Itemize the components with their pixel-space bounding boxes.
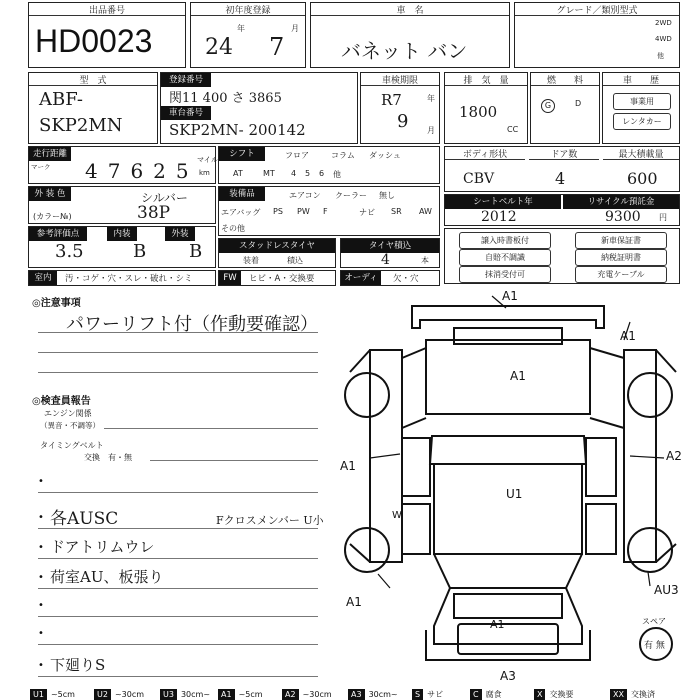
inspection-month: 9 [397,111,409,132]
shift-other: 他 [333,170,341,179]
bullet-dot: • [38,660,44,671]
interior-bar [28,270,216,286]
mark-leader [370,454,400,458]
legend-desc: 30cm~ [180,690,211,699]
belt-sub: 交換 有・無 [84,453,132,462]
bullet-line [38,676,318,677]
mark-leader [630,456,664,458]
doc-deregistration: 抹消受付可 [459,266,551,283]
lot-number: HD0023 [35,23,153,59]
bullet-line [38,588,318,589]
color-label: 外 装 色 [29,187,71,201]
score-label: 参考評価点 [29,227,87,241]
damage-mark: A1 [502,289,518,303]
report-label: ◎検査員報告 [32,396,91,407]
fw-label: FW [219,271,241,285]
inspection-month-unit: 月 [427,126,435,135]
shift-at: AT [233,169,243,178]
shift-mt: MT [263,169,275,178]
interior-value: B [133,241,147,262]
mileage-box [28,146,216,184]
bullet-item: 下廻りS [50,656,106,674]
caution-text: パワーリフト付（作動要確認） [66,314,318,335]
damage-mark: W [392,510,402,521]
center-floor [434,464,582,554]
bullet-dot: • [38,572,44,583]
legend-desc: 交換済 [630,690,655,699]
inspection-box [360,72,440,144]
caution-line-2 [38,352,318,353]
belt-recycle-box [444,194,680,226]
mileage-mark: マーク [31,163,51,171]
legend-desc: ~30cm [114,690,145,699]
displacement-label: 排 気 量 [445,73,527,86]
fuel-gasoline: G [541,99,555,113]
grade-label: グレード／類別型式 [515,3,679,16]
legend-code: XX [610,689,627,700]
windshield [454,594,562,618]
damage-mark: A1 [490,618,505,631]
fw-items: ヒビ・A・交換要 [249,274,315,284]
legend-code: U3 [160,689,177,700]
bullet-line [38,644,318,645]
legend-item [160,689,214,700]
tire-unit: 本 [421,256,429,265]
history-box [602,72,680,144]
legend-item [348,689,402,700]
legend-item [534,689,577,700]
rear-bumper-outline [412,306,604,328]
drive-other: 他 [657,52,664,60]
left-rear-door-outline [402,504,430,554]
doc-transfer: 譲入時書板付 [459,232,551,249]
seat-belt-label: シートベルト年 [445,195,561,209]
rear-cabin-outline [430,436,586,464]
grille-outline [458,624,558,654]
model-code: SKP2MN [39,115,123,136]
left-door-outline [402,438,430,496]
damage-mark: A1 [620,329,636,343]
legend-desc: 30cm~ [368,690,398,699]
engine-label: エンジン関係 [44,409,92,418]
spare-value: 有 無 [644,641,665,651]
hood-outline [434,588,582,644]
mark-leader [378,574,390,588]
legend-code: U2 [94,689,111,700]
bullet-dot: • [38,512,44,523]
car-name-box [310,2,510,68]
legend-item [30,689,79,700]
studless-label: スタッドレスタイヤ [219,239,335,253]
drive-2wd: 2WD [655,19,672,27]
car-name-label: 車 名 [311,3,509,16]
legend-desc: サビ [427,690,444,699]
first-registration-box [190,2,306,68]
score-value: 3.5 [55,241,84,262]
bullet-line [38,616,318,617]
shift-box [218,146,440,184]
equip-aw: AW [419,207,432,216]
damage-mark: AU3 [654,583,679,597]
damage-mark: A2 [666,449,682,463]
bullet-item: 荷室AU、板張り [50,568,164,586]
rear-right-wheel [628,373,672,417]
bullet-dot: • [38,628,44,639]
displacement-box [444,72,528,144]
drive-4wd: 4WD [655,35,672,43]
caution-line-3 [38,372,318,373]
interior-label: 内装 [107,227,137,241]
color-box [28,186,216,224]
chassis-label: 車台番号 [161,106,211,120]
equip-pw: PW [297,207,310,216]
mileage-value: 47625 [85,159,199,183]
registration-box [160,72,358,144]
front-crossmember-remark: Fクロスメンバー U小 [216,514,324,527]
bullet-dot: • [38,476,44,487]
legend-code: C [470,689,482,700]
doc-insurance: 自賠不調識 [459,249,551,266]
equip-airbag: エアバッグ [221,208,261,217]
equip-sr: SR [391,207,402,216]
right-rear-door-outline [586,504,616,554]
reg-value: 関11 400 さ 3865 [169,91,282,106]
legend-code: U1 [30,689,47,700]
rear-window [454,328,562,344]
bullet-line [38,558,318,559]
history-rental: レンタカー [613,113,671,130]
bullet-item: ドアトリムウレ [50,538,155,556]
body-label: ボディ形状 [445,147,525,160]
damage-mark: U1 [506,487,523,501]
shift-5: 5 [305,169,311,178]
shift-6: 6 [319,169,325,178]
chassis-value: SKP2MN- 200142 [169,121,306,139]
recycle-label: リサイクル預託金 [563,195,679,209]
legend-desc: ~30cm [302,690,332,699]
capacity-value: 600 [627,169,658,188]
inspection-year-unit: 年 [427,94,435,103]
body-value: CBV [463,171,495,187]
legend-item [218,689,267,700]
first-reg-month: 7 [269,33,285,61]
displacement-value: 1800 [459,103,498,121]
model-value: ABF- [39,89,83,110]
damage-mark: A1 [346,595,362,609]
front-right-wheel [628,528,672,572]
legend-desc: 腐食 [485,690,502,699]
bullet-dot: • [38,542,44,553]
exterior-label: 外装 [165,227,195,241]
tire-label: タイヤ積込 [341,239,439,253]
equip-ps: PS [273,207,283,216]
first-reg-label: 初年度登録 [191,3,305,16]
doors-value: 4 [555,169,566,188]
mileage-label: 走行距離 [29,147,71,161]
model-label: 型 式 [29,73,157,86]
equip-pw-f: F [323,207,328,216]
grade-box [514,2,680,68]
damage-mark: A1 [510,369,526,383]
audio-items: 欠・穴 [393,274,419,284]
legend-desc: 交換要 [549,690,574,699]
int-bar-label: 室内 [29,271,57,285]
color-code: 38P [137,203,171,223]
equip-navi: ナビ [359,208,375,217]
tire-value: 4 [381,252,390,268]
mileage-unit-km: km [199,169,210,177]
damage-mark: A3 [500,669,516,683]
studless-mounted: 装着 [243,256,259,265]
legend-code: A1 [218,689,235,700]
fw-bar [218,270,336,286]
lot-number-box [28,2,186,68]
car-name: バネット バン [341,39,468,63]
damage-mark: A1 [340,459,356,473]
engine-line [104,428,318,429]
exterior-value: B [189,241,203,262]
front-left-wheel [345,528,389,572]
color-code-label: (カラー№) [33,212,72,221]
caution-label: ◎注意事項 [32,298,81,309]
inspection-year: R7 [381,91,402,109]
shift-column: コラム [331,151,355,160]
studless-box [218,238,336,268]
reg-label: 登録番号 [161,73,211,87]
legend-code: A3 [348,689,365,700]
doc-tax: 納税証明書 [575,249,667,266]
rear-left-wheel [345,373,389,417]
equip-aircon: エアコン [289,191,321,200]
bullet-line [38,492,318,493]
first-reg-year: 24 [205,35,233,60]
legend-desc: ~5cm [238,690,263,699]
score-box [28,226,216,268]
legend-item [412,689,447,700]
doc-charging-cable: 充電ケーブル [575,266,667,283]
history-business: 事業用 [613,93,671,110]
equip-none: 無し [379,191,395,200]
front-cabin-outline [434,554,582,588]
equip-other: その他 [221,224,245,233]
bullet-line [38,528,318,529]
capacity-label: 最大積載量 [603,147,679,160]
studless-loaded: 積込 [287,256,303,265]
bullet-dot: • [38,600,44,611]
right-door-outline [586,438,616,496]
legend-item [94,689,148,700]
bullet-item: 各AUSC [50,509,119,529]
legend-item [470,689,506,700]
body-box [444,146,680,192]
equip-cooler: クーラー [335,191,367,200]
legend-code: A2 [282,689,299,700]
lot-label: 出品番号 [29,3,185,16]
int-bar-items: 汚・コゲ・穴・スレ・破れ・シミ [65,274,193,284]
inspection-label: 車検期限 [361,73,439,86]
shift-4: 4 [291,169,297,178]
month-label: 月 [291,24,299,33]
spare-label: スペア [642,617,666,626]
fuel-diesel: D [575,99,582,108]
doors-label: ドア数 [529,147,599,160]
documents-box [444,228,680,284]
shift-dash: ダッシュ [369,151,401,160]
color-value: シルバー [141,191,188,205]
roof-panel [426,340,590,414]
fuel-box [530,72,600,144]
tire-box [340,238,440,268]
history-label: 車 歴 [603,73,679,86]
seat-belt-value: 2012 [481,209,517,225]
recycle-value: 9300 [605,209,641,225]
legend-item [610,689,659,700]
engine-sub: （異音・不調等） [40,421,100,430]
legend-desc: ~5cm [50,690,75,699]
fuel-label: 燃 料 [531,73,599,86]
legend-code: S [412,689,423,700]
caution-line-1 [38,332,318,333]
belt-line [150,460,318,461]
belt-label: タイミングベルト [40,441,104,450]
equipment-box [218,186,440,236]
vehicle-diagram [330,288,696,686]
doc-warranty: 新車保証書 [575,232,667,249]
year-label: 年 [237,24,245,33]
audio-bar [340,270,440,297]
model-box [28,72,158,144]
shift-label: シフト [219,147,265,161]
legend-code: X [534,689,545,700]
equip-label: 装備品 [219,187,265,201]
shift-floor: フロア [285,151,309,160]
audio-label: オーディオ [341,271,381,285]
displacement-unit: CC [507,125,519,134]
recycle-unit: 円 [659,213,667,222]
legend-item [282,689,336,700]
mileage-unit-mile: マイル [197,156,218,164]
mark-leader [648,572,650,586]
